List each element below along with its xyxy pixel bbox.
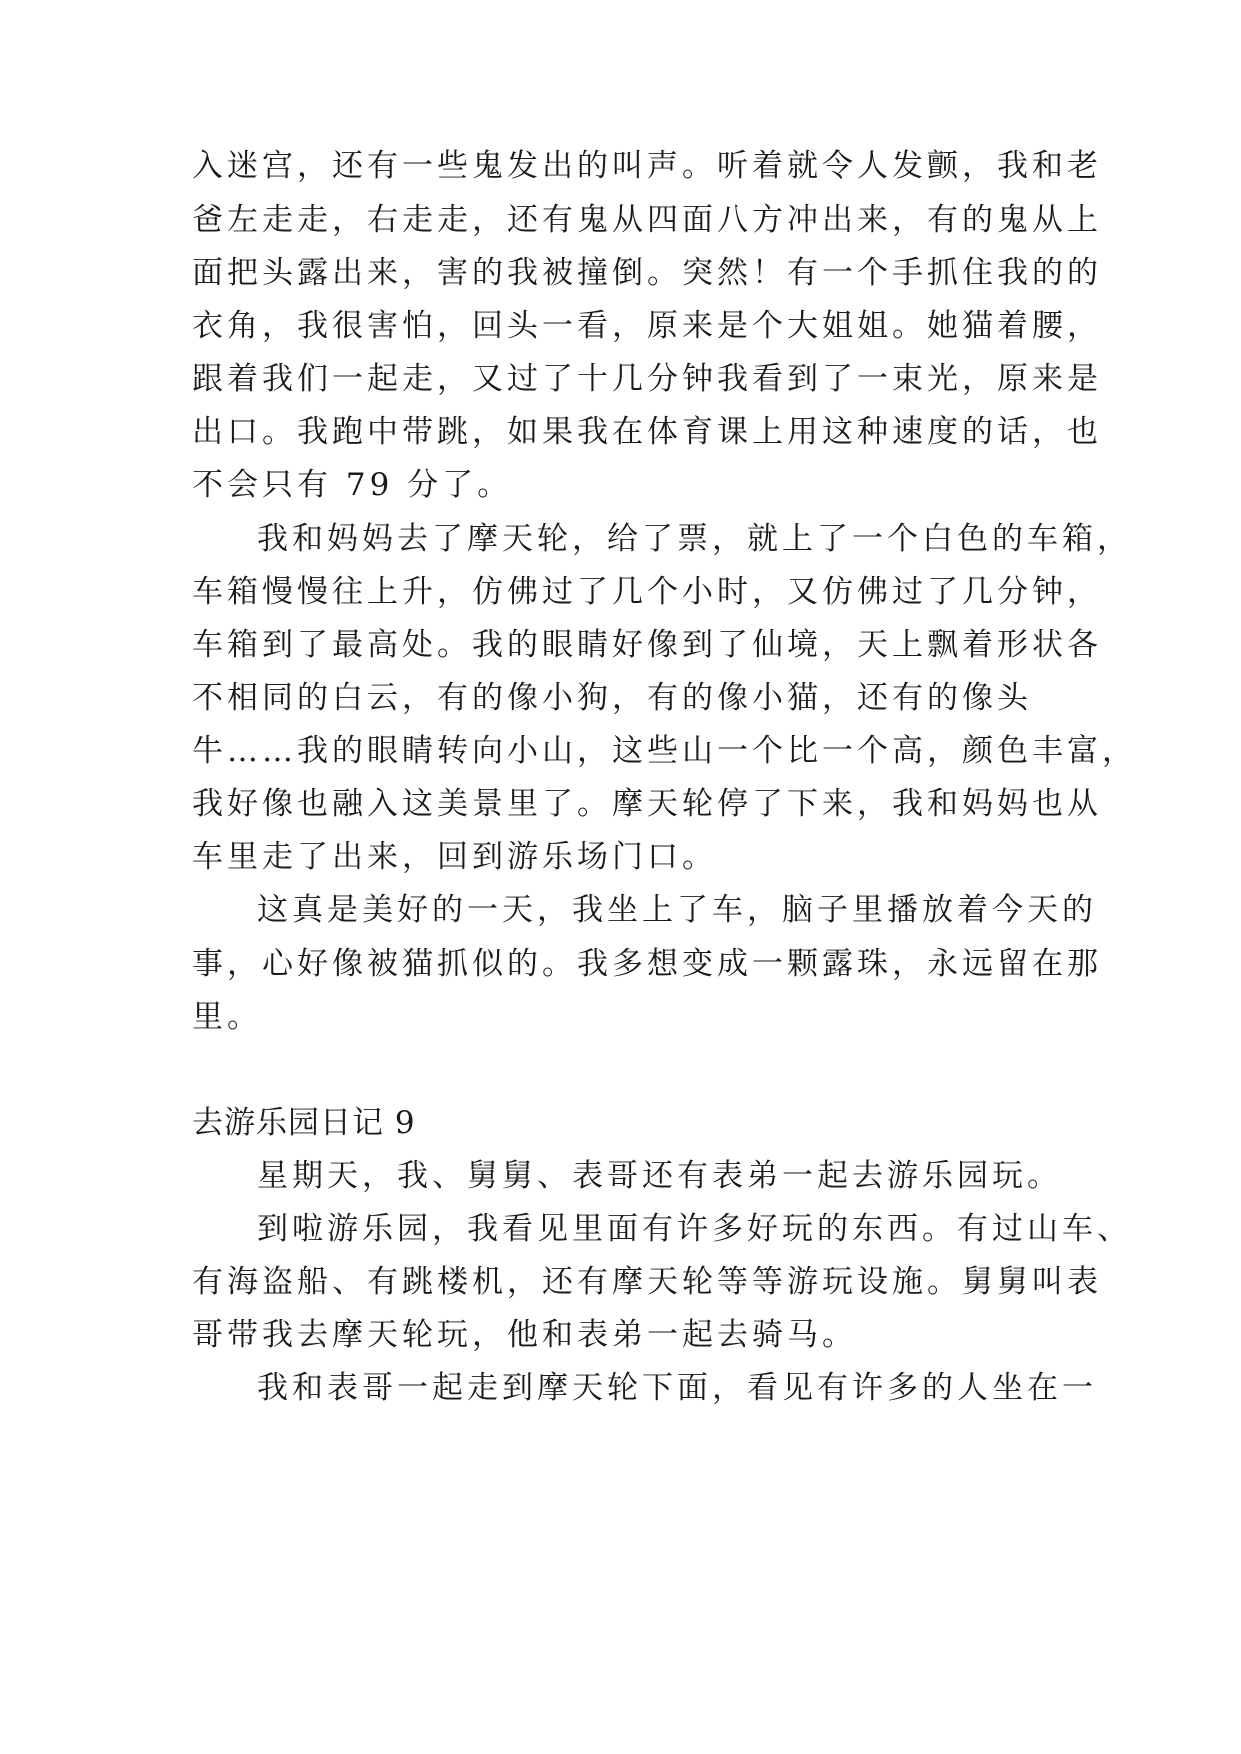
text-line: 车箱慢慢往上升，仿佛过了几个小时，又仿佛过了几分钟， bbox=[192, 574, 1102, 610]
text-line: 事，心好像被猫抓似的。我多想变成一颗露珠，永远留在那 bbox=[192, 946, 1102, 982]
text-line: 衣角，我很害怕，回头一看，原来是个大姐姐。她猫着腰， bbox=[192, 308, 1102, 344]
text-line: 车里走了出来，回到游乐场门口。 bbox=[192, 839, 717, 875]
section-title: 去游乐园日记 9 bbox=[192, 1105, 416, 1141]
text-line: 爸左走走，右走走，还有鬼从四面八方冲出来，有的鬼从上 bbox=[192, 202, 1102, 238]
text-line: 不相同的白云，有的像小狗，有的像小猫，还有的像头 bbox=[192, 680, 1032, 716]
text-line: 哥带我去摩天轮玩，他和表弟一起去骑马。 bbox=[192, 1317, 857, 1353]
text-line: 这真是美好的一天，我坐上了车，脑子里播放着今天的 bbox=[257, 892, 1097, 928]
text-line: 面把头露出来，害的我被撞倒。突然！有一个手抓住我的的 bbox=[192, 255, 1102, 291]
text-line: 到啦游乐园，我看见里面有许多好玩的东西。有过山车、 bbox=[257, 1211, 1132, 1247]
text-line: 牛……我的眼睛转向小山，这些山一个比一个高，颜色丰富， bbox=[192, 733, 1137, 769]
text-line: 出口。我跑中带跳，如果我在体育课上用这种速度的话，也 bbox=[192, 414, 1102, 450]
text-line: 我好像也融入这美景里了。摩天轮停了下来，我和妈妈也从 bbox=[192, 786, 1102, 822]
text-line: 我和妈妈去了摩天轮，给了票，就上了一个白色的车箱， bbox=[257, 521, 1132, 557]
text-line: 里。 bbox=[192, 999, 262, 1035]
text-line: 入迷宫，还有一些鬼发出的叫声。听着就令人发颤，我和老 bbox=[192, 148, 1102, 184]
text-line: 有海盗船、有跳楼机，还有摩天轮等等游玩设施。舅舅叫表 bbox=[192, 1264, 1102, 1300]
text-line: 车箱到了最高处。我的眼睛好像到了仙境，天上飘着形状各 bbox=[192, 627, 1102, 663]
text-line: 星期天，我、舅舅、表哥还有表弟一起去游乐园玩。 bbox=[257, 1158, 1062, 1194]
text-line: 我和表哥一起走到摩天轮下面，看见有许多的人坐在一 bbox=[257, 1370, 1097, 1406]
text-line: 不会只有 79 分了。 bbox=[192, 467, 513, 503]
text-line: 跟着我们一起走，又过了十几分钟我看到了一束光，原来是 bbox=[192, 361, 1102, 397]
